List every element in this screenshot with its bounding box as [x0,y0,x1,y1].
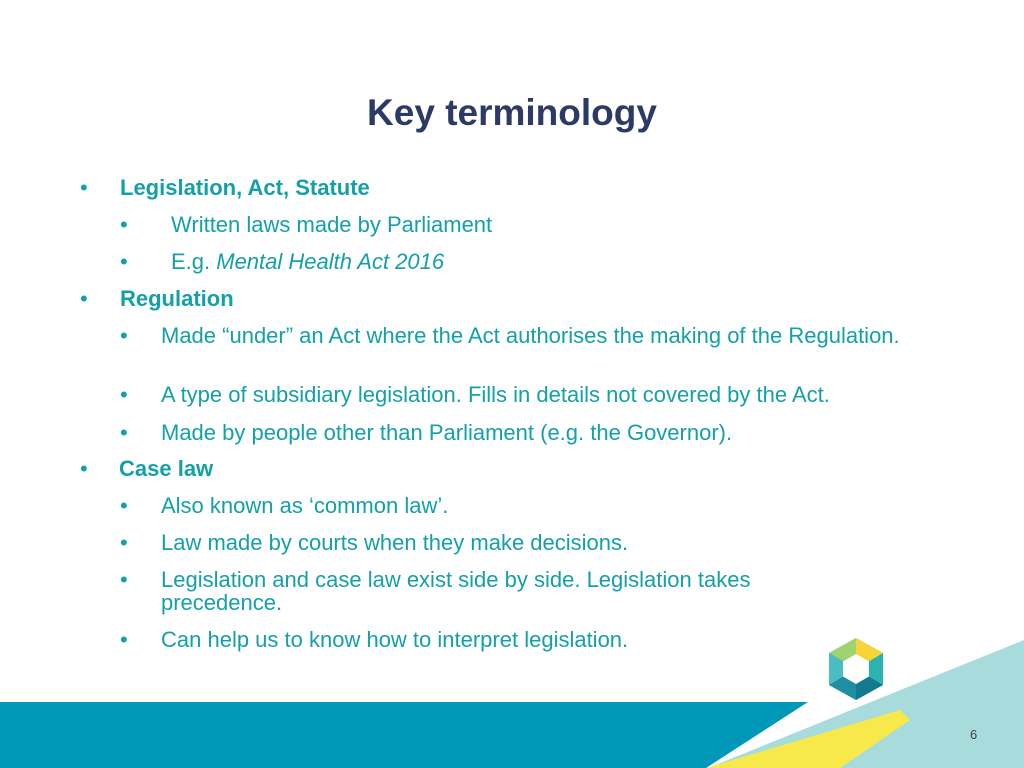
case-law-point-3: Legislation and case law exist side by side. Legislation takes precedence. [161,567,751,615]
bullet-icon: • [120,323,128,348]
bullet-icon: • [120,249,128,274]
bullet-icon: • [120,493,128,518]
page-number: 6 [970,727,978,742]
bullet-icon: • [80,175,88,200]
bullet-icon: • [120,382,128,407]
bullet-icon: • [80,286,88,311]
legislation-point-1: Written laws made by Parliament [171,212,493,237]
bullet-icon: • [120,627,128,652]
case-law-point-4: Can help us to know how to interpret legislation. [161,627,629,652]
bullet-icon: • [120,212,128,237]
regulation-point-1: Made “under” an Act where the Act authorises the making of the Regulation. [161,323,900,348]
bullet-icon: • [120,420,128,445]
legislation-point-2 [171,250,444,274]
example-prefix: E.g. [171,249,217,274]
slide-title: Key terminology [367,92,657,133]
heading-case-law: Case law [119,456,214,481]
regulation-point-2: A type of subsidiary legislation. Fills in details not covered by the Act. [161,382,830,407]
bullet-icon: • [120,530,128,555]
act-name: Mental Health Act 2016 [216,249,445,274]
bullet-icon: • [80,456,88,481]
case-law-point-2: Law made by courts when they make decisions. [161,530,629,555]
heading-legislation: Legislation, Act, Statute [120,175,370,200]
regulation-point-3: Made by people other than Parliament (e.g. the Governor). [161,420,733,445]
bullet-icon: • [120,567,128,592]
heading-regulation: Regulation [120,286,234,311]
case-law-point-1: Also known as ‘common law’. [161,493,449,518]
